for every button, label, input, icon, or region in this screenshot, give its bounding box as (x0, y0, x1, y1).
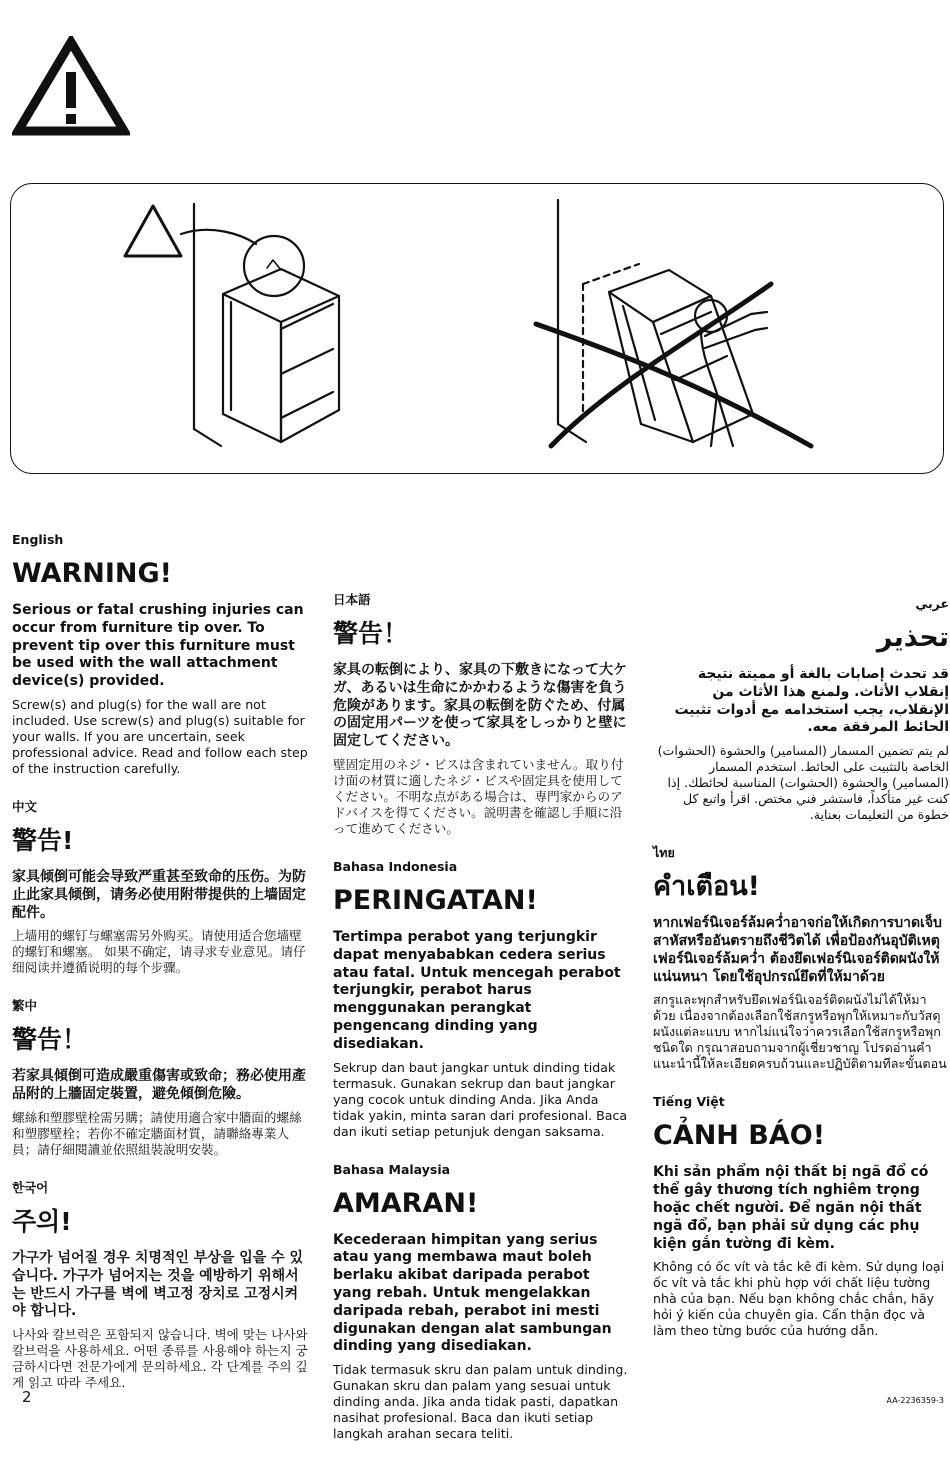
warning-heading: 警告！ (12, 1025, 88, 1055)
section-chinese-simplified (12, 799, 308, 976)
warning-bold-text: Khi sản phẩm nội thất bị ngã đổ có thể gây thương tích nghiêm trọng hoặc chết người. Để ngăn nội thất ngã đổ, bạn phải sử dụng các phụ kiện gắn tường đi kèm. (653, 1164, 929, 1252)
warning-bold-text: Kecederaan himpitan yang serius atau yang membawa maut boleh berlaku akibat daripada perabot yang rebah. Untuk mengelakkan daripada rebah, perabot ini mesti digunakan dengan alat sambungan dinding yang disediakan. (333, 1231, 612, 1355)
warning-body-text: 壁固定用のネジ・ビスは含まれていません。取り付け面の材質に適したネジ・ビスや固定具を使用してください。不明な点がある場合は、専門家からのアドバイスを得てください。説明書を確認し手順に沿って進めてください。 (333, 756, 624, 836)
warning-body-text: Screw(s) and plug(s) for the wall are not included. Use screw(s) and plug(s) suitable for your walls. If you are uncertain, seek professional advice. Read and follow each step of the instruction carefully. (12, 696, 308, 776)
warning-bold-text: 若家具傾倒可造成嚴重傷害或致命；務必使用產品附的上牆固定裝置，避免傾倒危險。 (12, 1068, 306, 1103)
language-label: 日本語 (333, 592, 371, 607)
warning-bold-text: 가구가 넘어질 경우 치명적인 부상을 입을 수 있습니다. 가구가 넘어지는 것을 예방하기 위해서는 반드시 가구를 벽에 벽고정 장치로 고정시켜야 합니다. (12, 1249, 304, 1320)
warning-body-text: Không có ốc vít và tắc kê đi kèm. Sử dụng loại ốc vít và tắc khi phù hợp với chất liệu tường nhà của bạn. Nếu bạn không chắc chắn, hãy hỏi ý kiến của chuyên gia. Cẩn thận đọc và làm theo từng bước của hướng dẫn. (653, 1259, 945, 1339)
tip-over-illustration (11, 184, 941, 472)
warning-heading: WARNING! (12, 558, 172, 589)
warning-bold-text: Serious or fatal crushing injuries can occur from furniture tip over. To prevent tip over this furniture must be used with the wall attachment device(s) provided. (12, 602, 304, 690)
section-arabic (653, 596, 949, 823)
section-english (12, 532, 308, 777)
illustration-panel (10, 183, 944, 474)
section-japanese (333, 592, 629, 837)
section-vietnamese (653, 1094, 949, 1339)
section-indonesian (333, 859, 629, 1140)
section-korean (12, 1180, 308, 1391)
warning-triangle-icon (12, 36, 130, 136)
language-label: Bahasa Malaysia (333, 1161, 451, 1177)
warning-body-text: Sekrup dan baut jangkar untuk dinding tidak termasuk. Gunakan sekrup dan baut jangkar yang cocok untuk dinding Anda. Jika Anda tidak yakin, minta saran dari profesional. Baca dan ikuti setiap petunjuk dengan saksama. (333, 1059, 628, 1139)
warning-body-text: สกรูและพุกสำหรับยึดเฟอร์นิเจอร์ติดผนังไม่ได้ให้มาด้วย เนื่องจากต้องเลือกใช้สกรูหรือพุกให้เหมาะกับวัสดุผนังแต่ละแบบ หากไม่แน่ใจว่าควรเลือกใช้สกรูหรือพุกชนิดใด กรุณาสอบถามจากผู้เชี่ยวชาญ โปรดอ่านคำแนะนำนี้ให้ละเอียดครบถ้วนและปฏิบัติตามทีละขั้นตอน (653, 992, 947, 1072)
section-thai (653, 845, 949, 1072)
warning-body-text: 上墙用的螺钉与螺塞需另外购买。请使用适合您墙壁的螺钉和螺塞。 如果不确定，请寻求专业意见。请仔细阅读并遵循说明的每个步骤。 (12, 928, 306, 976)
warning-bold-text: Tertimpa perabot yang terjungkir dapat menyababkan cedera serius atau fatal. Untuk mencegah perabot terjungkir, perabot harus menggunakan perangkat pengencang dinding yang disediakan. (333, 928, 621, 1052)
language-label: 한국어 (12, 1179, 49, 1195)
warning-heading: PERINGATAN! (333, 884, 538, 916)
warning-heading: 警告！ (333, 619, 409, 648)
warning-bold-text: 家具の転倒により、家具の下敷きになって大ケガ、あるいは生命にかかわるような傷害を負う危険があります。家具の転倒を防ぐため、付属の固定用パーツを使って家具をしっかりと壁に固定してください。 (333, 662, 627, 750)
section-malaysian (333, 1162, 629, 1443)
warning-bold-text: قد تحدث إصابات بالغة أو مميتة نتيجة إنقلاب الأثاث. ولمنع هذا الأثاث من الإنقلاب، يجب استخدامه مع أدوات تثبيت الحائط المرفقة معه. (674, 666, 949, 736)
language-label: Tiếng Việt (653, 1094, 725, 1110)
page-number: 2 (22, 1388, 32, 1406)
warning-heading: 주의! (12, 1206, 72, 1236)
column-middle (333, 592, 629, 1464)
warning-body-text: 나사와 칼브럭은 포함되지 않습니다. 벽에 맞는 나사와 칼브럭을 사용하세요. 어떤 종류를 사용해야 하는지 궁금하시다면 전문가에게 문의하세요. 각 단계를 주의 깊게 읽고 따라 주세요. (12, 1327, 308, 1391)
language-label: 中文 (12, 798, 38, 814)
warning-heading: คำเตือน! (653, 871, 760, 903)
warning-body-text: لم يتم تضمين المسمار (المسامير) والحشوة (الحشوات) الخاصة بالتثبيت على الحائط. استخدم المسمار (المسامير) والحشوة (الحشوات) المناسبة لحائطك. إذا كنت غير متأكداً، فاستشر فني مختص. اقرأ واتبع كل خطوة من التعليمات بعناية. (657, 743, 949, 823)
document-id: AA-2236359-3 (886, 1396, 944, 1405)
warning-heading: 警告! (12, 825, 74, 855)
warning-heading: تحذير (876, 622, 949, 653)
language-label: 繁中 (12, 998, 38, 1014)
warning-heading: AMARAN! (333, 1187, 479, 1219)
language-label: ไทย (653, 845, 675, 861)
warning-bold-text: 家具倾倒可能会导致严重甚至致命的压伤。为防止此家具倾倒，请务必使用附带提供的上墙固定配件。 (12, 868, 306, 921)
language-label: English (12, 532, 64, 547)
column-left (12, 532, 308, 1413)
warning-body-text: Tidak termasuk skru dan palam untuk dinding. Gunakan skru dan palam yang sesuai untuk dinding anda. Jika anda tidak pasti, dapatkan nasihat profesional. Baca dan ikuti setiap langkah arahan secara teliti. (333, 1362, 628, 1442)
language-label: Bahasa Indonesia (333, 858, 458, 874)
section-chinese-traditional (12, 998, 308, 1158)
warning-heading: CẢNH BÁO! (653, 1120, 826, 1152)
warning-bold-text: หากเฟอร์นิเจอร์ล้มคว่ำอาจก่อให้เกิดการบาดเจ็บสาหัสหรืออันตรายถึงชีวิตได้ เพื่อป้องกันอุบัติเหตุเฟอร์นิเจอร์ล้มคว่ำ ต้องยึดเฟอร์นิเจอร์ติดผนังให้แน่นหนา โดยใช้อุปกรณ์ยึดที่ให้มาด้วย (653, 915, 942, 985)
column-right (653, 596, 949, 1361)
language-label: عربي (915, 596, 949, 611)
warning-body-text: 螺絲和塑膠壁栓需另購；請使用適合家中牆面的螺絲和塑膠壁栓；若你不確定牆面材質，請聯絡專業人員；請仔細閱讀並依照組裝說明安裝。 (12, 1109, 302, 1157)
